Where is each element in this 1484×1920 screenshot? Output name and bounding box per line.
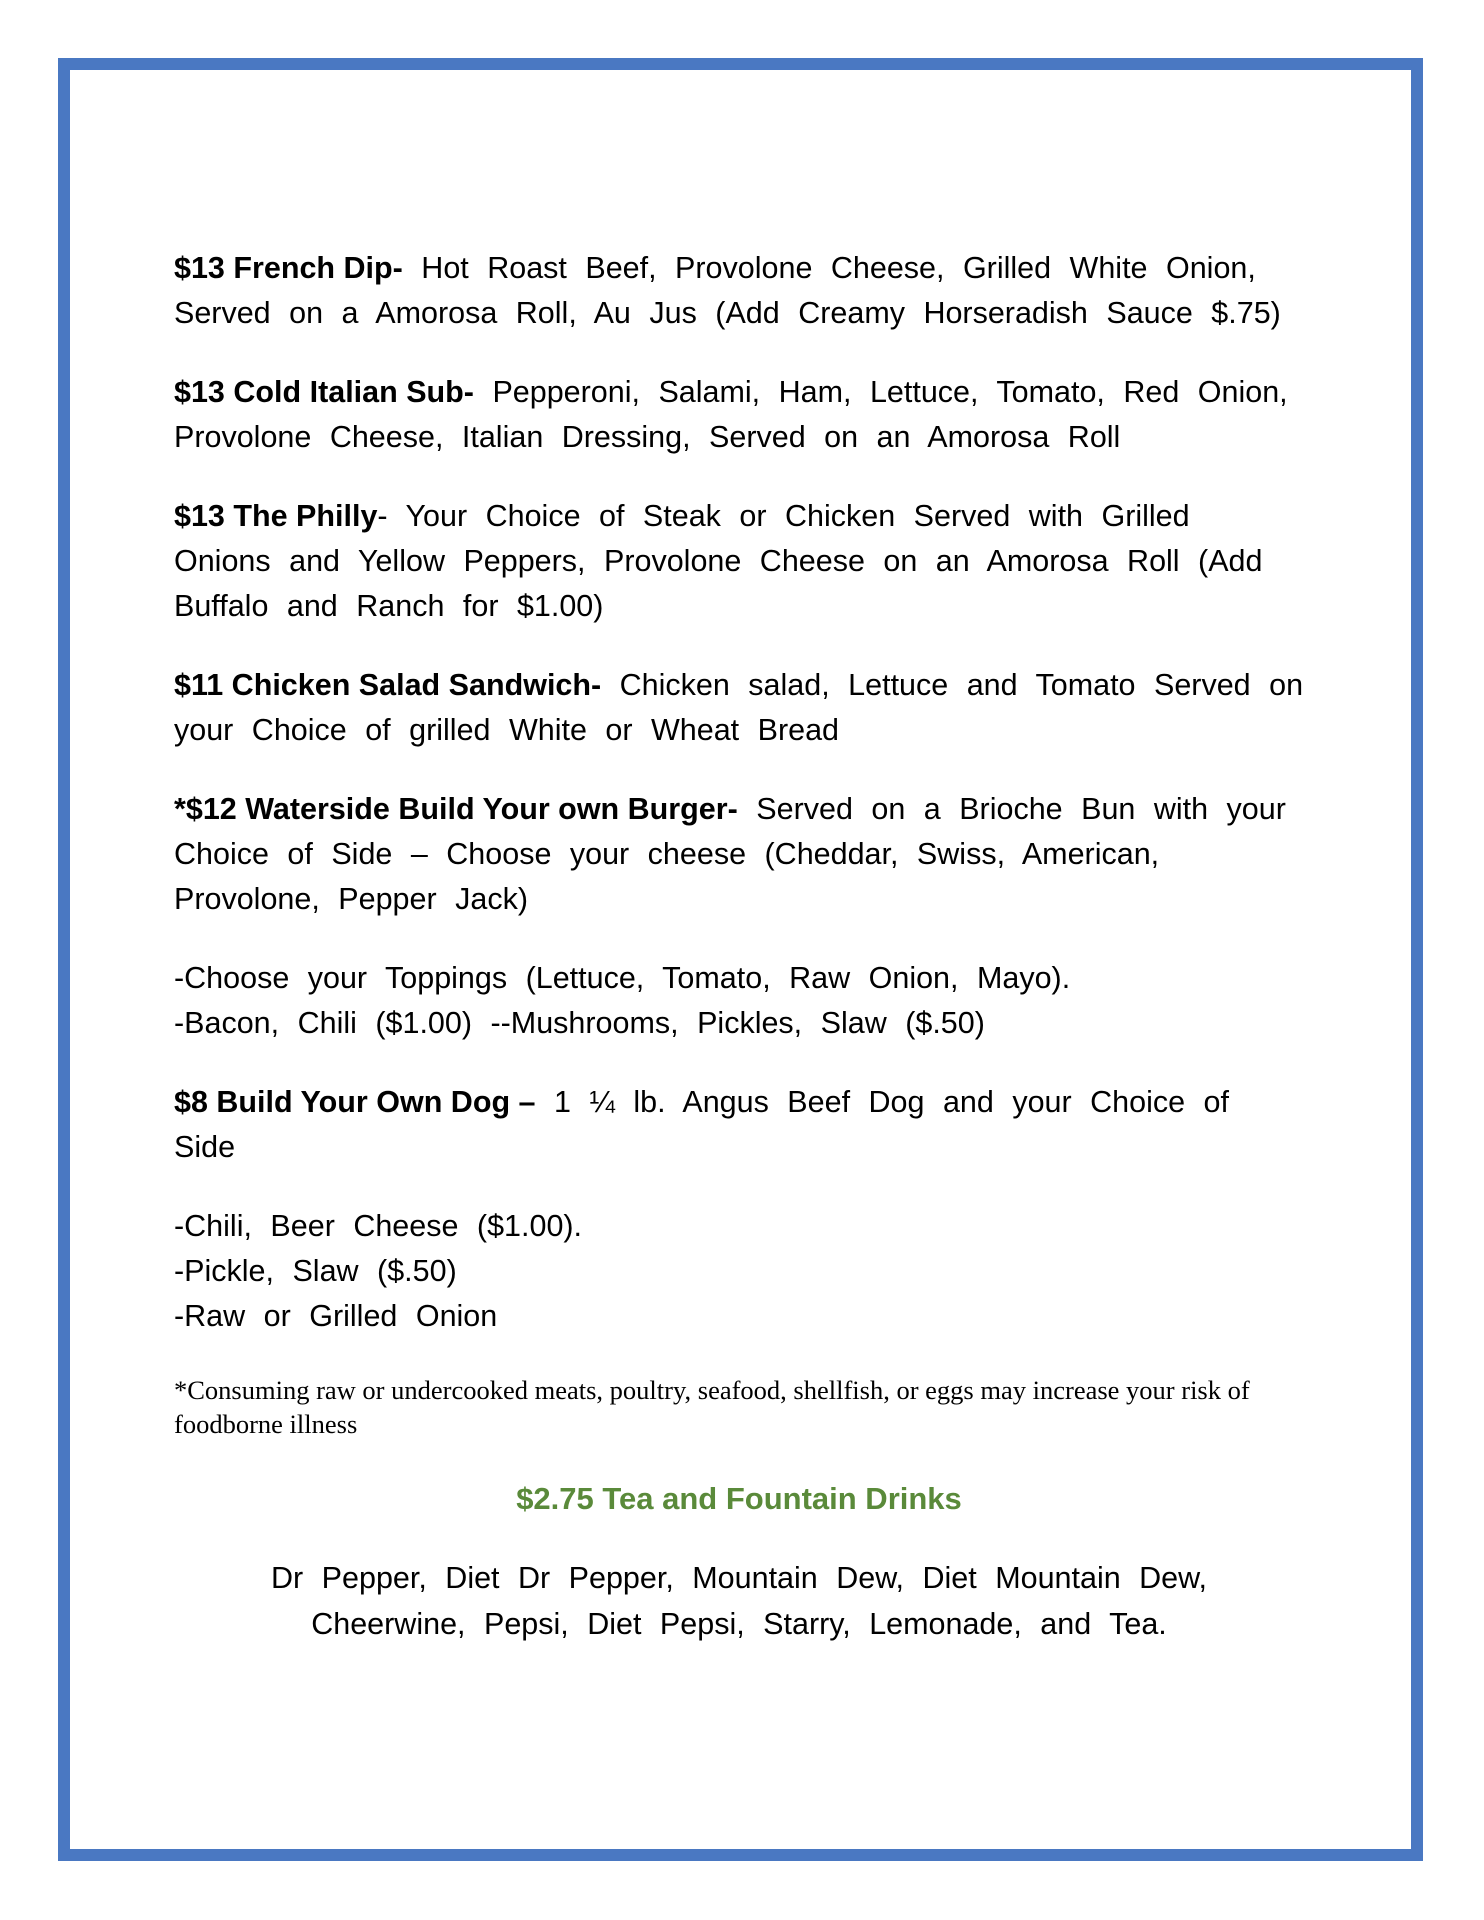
menu-item-title: $8 Build Your Own Dog –: [174, 1085, 536, 1119]
topping-line: -Raw or Grilled Onion: [174, 1299, 498, 1333]
menu-item-description: - Your Choice of Steak or Chicken Served with Grilled Onions and Yellow Peppers, Provolone Cheese on an Amorosa Roll (Add Buffalo and Ranch for $1.00): [174, 499, 1263, 623]
menu-item-burger: [174, 787, 1304, 922]
drinks-heading: $2.75 Tea and Fountain Drinks: [516, 1481, 962, 1516]
menu-item-cold-italian-sub: [174, 370, 1304, 460]
menu-item-description: Chicken salad, Lettuce and Tomato Served on your Choice of grilled White or Wheat Bread: [174, 668, 1304, 747]
menu-item-title: *$12 Waterside Build Your own Burger-: [174, 792, 738, 826]
dog-toppings: [174, 1204, 1304, 1339]
menu-content: [174, 246, 1304, 1647]
topping-line: -Pickle, Slaw ($.50): [174, 1254, 457, 1288]
menu-item-description: Hot Roast Beef, Provolone Cheese, Grilled White Onion, Served on a Amorosa Roll, Au Jus (Add Creamy Horseradish Sauce $.75): [174, 251, 1281, 330]
menu-item-title: $13 Cold Italian Sub-: [174, 375, 474, 409]
menu-item-build-your-own-dog: [174, 1080, 1304, 1170]
menu-item-description: 1 ¼ lb. Angus Beef Dog and your Choice of Side: [174, 1085, 1229, 1164]
topping-line: -Bacon, Chili ($1.00) --Mushrooms, Pickles, Slaw ($.50): [174, 1006, 985, 1040]
menu-item-description: Pepperoni, Salami, Ham, Lettuce, Tomato, Red Onion, Provolone Cheese, Italian Dressing, Served on an Amorosa Roll: [174, 375, 1288, 454]
drinks-list: Dr Pepper, Diet Dr Pepper, Mountain Dew, Diet Mountain Dew, Cheerwine, Pepsi, Diet Pepsi, Starry, Lemonade, and Tea.: [271, 1561, 1207, 1641]
menu-item-philly: [174, 494, 1304, 629]
burger-toppings: [174, 956, 1304, 1046]
menu-item-title: $13 French Dip-: [174, 251, 403, 285]
topping-line: -Choose your Toppings (Lettuce, Tomato, Raw Onion, Mayo).: [174, 961, 1071, 995]
menu-item-title: $11 Chicken Salad Sandwich-: [174, 668, 602, 702]
menu-item-title: $13 The Philly: [174, 499, 378, 533]
food-safety-disclaimer: *Consuming raw or undercooked meats, poultry, seafood, shellfish, or eggs may increase your risk of foodborne illness: [174, 1375, 1250, 1439]
menu-item-french-dip: [174, 246, 1304, 336]
menu-item-description: Served on a Brioche Bun with your Choice of Side – Choose your cheese (Cheddar, Swiss, American, Provolone, Pepper Jack): [174, 792, 1286, 916]
topping-line: -Chili, Beer Cheese ($1.00).: [174, 1209, 583, 1243]
menu-item-chicken-salad-sandwich: [174, 663, 1304, 753]
